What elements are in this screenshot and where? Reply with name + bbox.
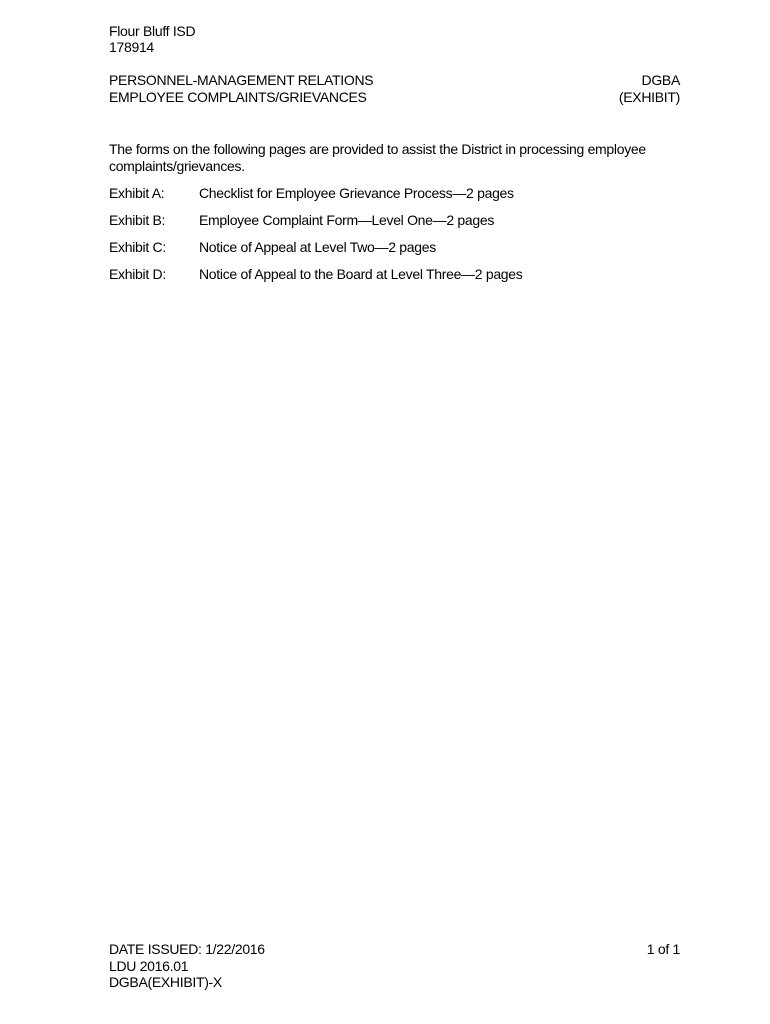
- exhibit-label: Exhibit B:: [109, 212, 166, 228]
- exhibit-label: Exhibit A:: [109, 185, 165, 201]
- date-issued: DATE ISSUED: 1/22/2016: [109, 941, 265, 957]
- exhibit-row-b: [109, 212, 689, 239]
- intro-paragraph: The forms on the following pages are provided to assist the District in processing employee complaints/grievances.: [109, 141, 646, 174]
- exhibit-description: Employee Complaint Form—Level One—2 pages: [199, 212, 495, 228]
- exhibit-description: Notice of Appeal at Level Two—2 pages: [199, 239, 436, 255]
- policy-code: DGBA: [641, 72, 680, 88]
- exhibit-row-c: [109, 239, 689, 266]
- exhibit-row-a: [109, 185, 689, 212]
- exhibit-label: Exhibit C:: [109, 239, 166, 255]
- section-title: PERSONNEL-MANAGEMENT RELATIONS: [109, 72, 374, 88]
- district-code: 178914: [109, 39, 154, 55]
- exhibit-description: Notice of Appeal to the Board at Level Three—2 pages: [199, 266, 523, 282]
- exhibit-label: Exhibit D:: [109, 266, 166, 282]
- exhibit-row-d: [109, 266, 689, 293]
- exhibit-description: Checklist for Employee Grievance Process—2 pages: [199, 185, 514, 201]
- page-number: 1 of 1: [646, 941, 680, 957]
- policy-type: (EXHIBIT): [618, 89, 680, 105]
- district-name: Flour Bluff ISD: [109, 23, 196, 39]
- exhibit-list: [109, 185, 689, 293]
- section-subtitle: EMPLOYEE COMPLAINTS/GRIEVANCES: [109, 89, 367, 105]
- document-id: DGBA(EXHIBIT)-X: [109, 974, 222, 990]
- ldu-version: LDU 2016.01: [109, 958, 189, 974]
